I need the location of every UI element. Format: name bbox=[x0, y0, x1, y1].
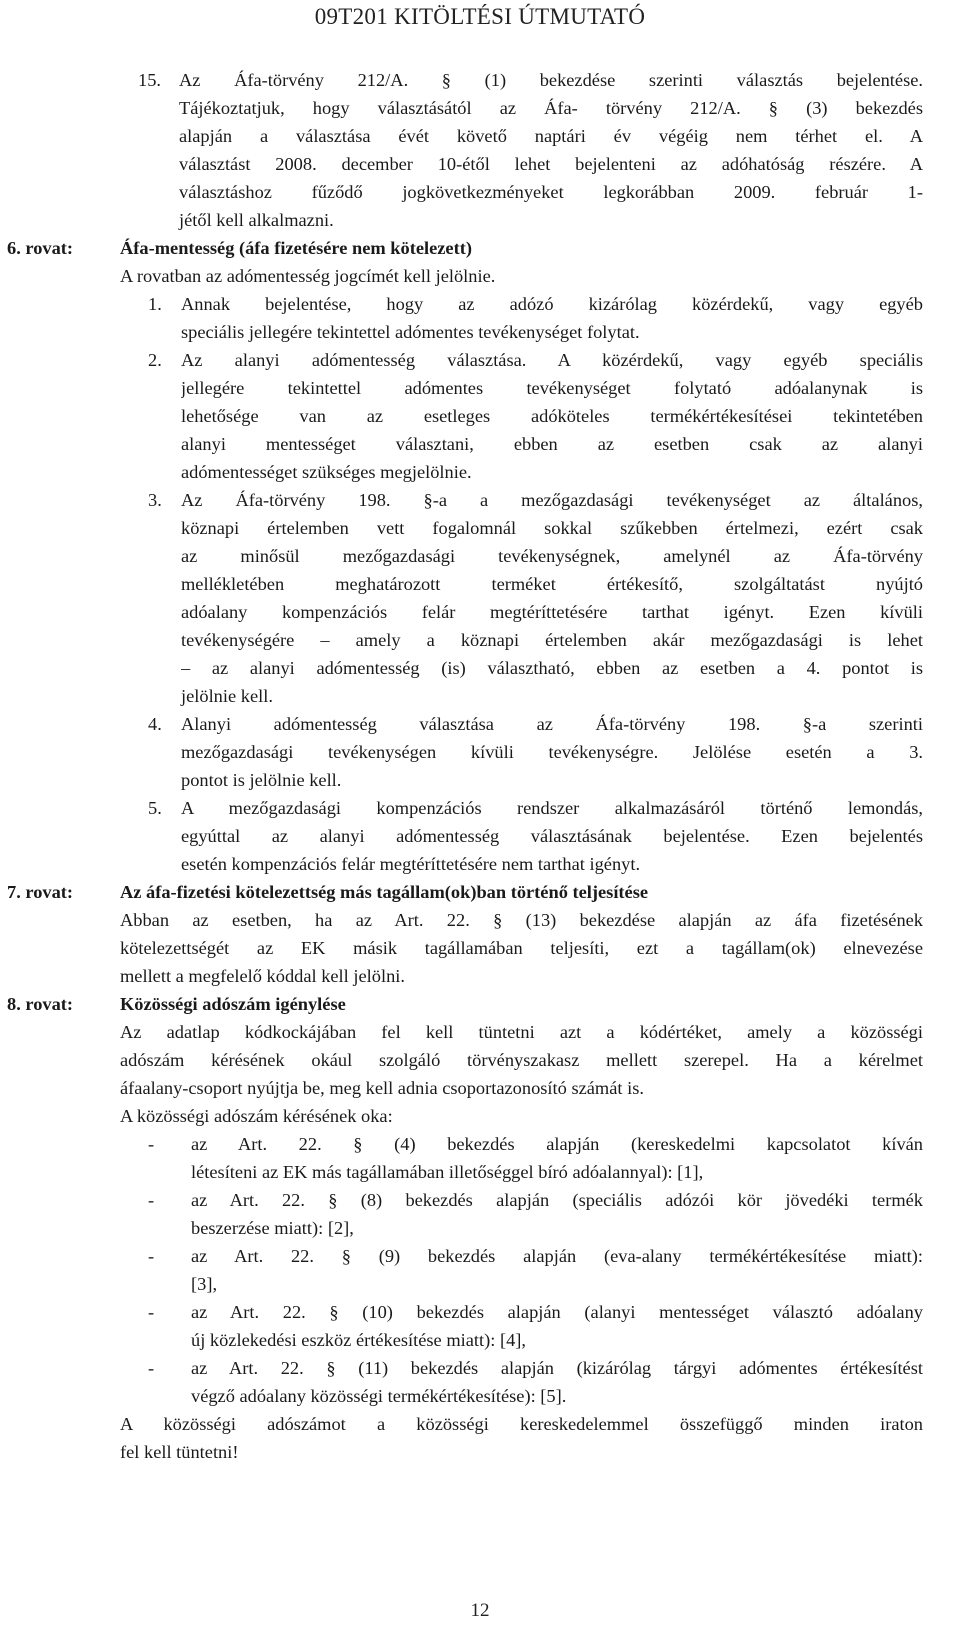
item-15-number: 15. bbox=[138, 70, 161, 90]
rovat-8-bullet-line: [3], bbox=[191, 1274, 218, 1294]
item-15-line: Az Áfa-törvény 212/A. § (1) bekezdése szerinti választás bejelentése. bbox=[179, 70, 923, 90]
rovat-8-bullet-dash: - bbox=[148, 1190, 155, 1210]
rovat-8-closing-line: A közösségi adószámot a közösségi kereskedelemmel összefüggő minden iraton bbox=[120, 1414, 923, 1434]
rovat-6-item-line: Az alanyi adómentesség választása. A közérdekű, vagy egyéb speciális bbox=[181, 350, 923, 370]
rovat-6-item-number: 5. bbox=[148, 798, 162, 818]
rovat-6-item-line: jellegére tekintettel adómentes tevékenységet folytató adóalanynak is bbox=[181, 378, 923, 398]
rovat-6-item-line: pontot is jelölnie kell. bbox=[181, 770, 342, 790]
rovat-8-line: Az adatlap kódkockájában fel kell tüntetni azt a kódértéket, amely a közösségi bbox=[120, 1022, 923, 1042]
rovat-8-line: áfaalany-csoport nyújtja be, meg kell adnia csoportazonosító számát is. bbox=[120, 1078, 644, 1098]
rovat-6-item-line: adóalany kompenzációs felár megtéríttetésére tarthat igényt. Ezen kívüli bbox=[181, 602, 923, 622]
rovat-7-title: Az áfa-fizetési kötelezettség más tagállam(ok)ban történő teljesítése bbox=[120, 882, 649, 902]
rovat-7-line: mellett a megfelelő kóddal kell jelölni. bbox=[120, 966, 405, 986]
rovat-6-item-line: Alanyi adómentesség választása az Áfa-törvény 198. §-a szerinti bbox=[181, 714, 923, 734]
rovat-6-item-line: alanyi mentességet választani, ebben az esetben csak az alanyi bbox=[181, 434, 923, 454]
rovat-6-item-line: mezőgazdasági tevékenységen kívüli tevékenységre. Jelölése esetén a 3. bbox=[181, 742, 923, 762]
rovat-6-item-line: köznapi értelemben vett fogalomnál sokkal szűkebben értelmezi, ezért csak bbox=[181, 518, 923, 538]
rovat-6-item-line: – az alanyi adómentesség (is) választható, ebben az esetben a 4. pontot is bbox=[181, 658, 923, 678]
rovat-6-item-number: 3. bbox=[148, 490, 162, 510]
rovat-6-item-line: A mezőgazdasági kompenzációs rendszer alkalmazásáról történő lemondás, bbox=[181, 798, 923, 818]
rovat-7-label: 7. rovat: bbox=[7, 882, 74, 902]
rovat-8-bullet-dash: - bbox=[148, 1246, 155, 1266]
item-15-line: jétől kell alkalmazni. bbox=[179, 210, 334, 230]
rovat-8-bullet-dash: - bbox=[148, 1302, 155, 1322]
rovat-6-item-line: Az Áfa-törvény 198. §-a a mezőgazdasági tevékenységet az általános, bbox=[181, 490, 923, 510]
rovat-6-item-number: 2. bbox=[148, 350, 162, 370]
rovat-8-line: A közösségi adószám kérésének oka: bbox=[120, 1106, 393, 1126]
rovat-6-item-number: 1. bbox=[148, 294, 162, 314]
rovat-8-bullet-line: létesíteni az EK más tagállamában illetőséggel bíró adóalannyal): [1], bbox=[191, 1162, 704, 1182]
rovat-8-bullet-dash: - bbox=[148, 1358, 155, 1378]
rovat-6-item-line: esetén kompenzációs felár megtéríttetésére nem tarthat igényt. bbox=[181, 854, 641, 874]
rovat-6-item-line: tevékenységére – amely a köznapi értelemben akár mezőgazdasági is lehet bbox=[181, 630, 923, 650]
item-15-line: választást 2008. december 10-étől lehet bejelenteni az adóhatóság részére. A bbox=[179, 154, 923, 174]
rovat-8-bullet-line: az Art. 22. § (9) bekezdés alapján (eva-alany termékértékesítése miatt): bbox=[191, 1246, 923, 1266]
page-header: 09T201 KITÖLTÉSI ÚTMUTATÓ bbox=[314, 4, 646, 29]
rovat-8-bullet-line: végző adóalany közösségi termékértékesítése): [5]. bbox=[191, 1386, 567, 1406]
rovat-8-bullet-line: az Art. 22. § (4) bekezdés alapján (kereskedelmi kapcsolatot kíván bbox=[191, 1134, 923, 1154]
rovat-7-line: Abban az esetben, ha az Art. 22. § (13) bekezdése alapján az áfa fizetésének bbox=[120, 910, 923, 930]
item-15-line: alapján a választása évét követő naptári év végéig nem térhet el. A bbox=[179, 126, 923, 146]
rovat-8-title: Közösségi adószám igénylése bbox=[120, 994, 346, 1014]
rovat-6-intro: A rovatban az adómentesség jogcímét kell jelölnie. bbox=[120, 266, 496, 286]
rovat-8-bullet-line: beszerzése miatt): [2], bbox=[191, 1218, 354, 1238]
rovat-6-title: Áfa-mentesség (áfa fizetésére nem kötelezett) bbox=[120, 238, 472, 258]
rovat-6-item-line: mellékletében meghatározott terméket értékesítő, szolgáltatást nyújtó bbox=[181, 574, 923, 594]
rovat-8-bullet-line: az Art. 22. § (10) bekezdés alapján (alanyi mentességet választó adóalany bbox=[191, 1302, 923, 1322]
rovat-8-bullet-dash: - bbox=[148, 1134, 155, 1154]
rovat-6-item-line: Annak bejelentése, hogy az adózó kizárólag közérdekű, vagy egyéb bbox=[181, 294, 923, 314]
rovat-8-closing-line: fel kell tüntetni! bbox=[120, 1442, 239, 1462]
rovat-6-label: 6. rovat: bbox=[7, 238, 74, 258]
rovat-6-item-line: egyúttal az alanyi adómentesség választásának bejelentése. Ezen bejelentés bbox=[181, 826, 923, 846]
item-15-line: Tájékoztatjuk, hogy választásától az Áfa- törvény 212/A. § (3) bekezdés bbox=[179, 98, 923, 118]
rovat-8-line: adószám kérésének okául szolgáló törvényszakasz mellett szerepel. Ha a kérelmet bbox=[120, 1050, 923, 1070]
rovat-6-item-line: jelölnie kell. bbox=[181, 686, 273, 706]
rovat-6-item-line: adómentességet szükséges megjelölnie. bbox=[181, 462, 472, 482]
rovat-8-bullet-line: új közlekedési eszköz értékesítése miatt): [4], bbox=[191, 1330, 526, 1350]
rovat-8-bullet-line: az Art. 22. § (11) bekezdés alapján (kizárólag tárgyi adómentes értékesítést bbox=[191, 1358, 923, 1378]
rovat-6-item-line: speciális jellegére tekintettel adómentes tevékenységet folytat. bbox=[181, 322, 640, 342]
rovat-6-item-line: lehetősége van az esetleges adóköteles termékértékesítései tekintetében bbox=[181, 406, 923, 426]
rovat-6-item-line: az minősül mezőgazdasági tevékenységnek, amelynél az Áfa-törvény bbox=[181, 546, 923, 566]
rovat-8-bullet-line: az Art. 22. § (8) bekezdés alapján (speciális adózói kör jövedéki termék bbox=[191, 1190, 923, 1210]
rovat-8-label: 8. rovat: bbox=[7, 994, 74, 1014]
rovat-7-line: kötelezettségét az EK másik tagállamában teljesíti, ezt a tagállam(ok) elnevezése bbox=[120, 938, 923, 958]
item-15-line: választáshoz fűződő jogkövetkezményeket legkorábban 2009. február 1- bbox=[179, 182, 923, 202]
page-number: 12 bbox=[470, 1600, 490, 1621]
rovat-6-item-number: 4. bbox=[148, 714, 162, 734]
